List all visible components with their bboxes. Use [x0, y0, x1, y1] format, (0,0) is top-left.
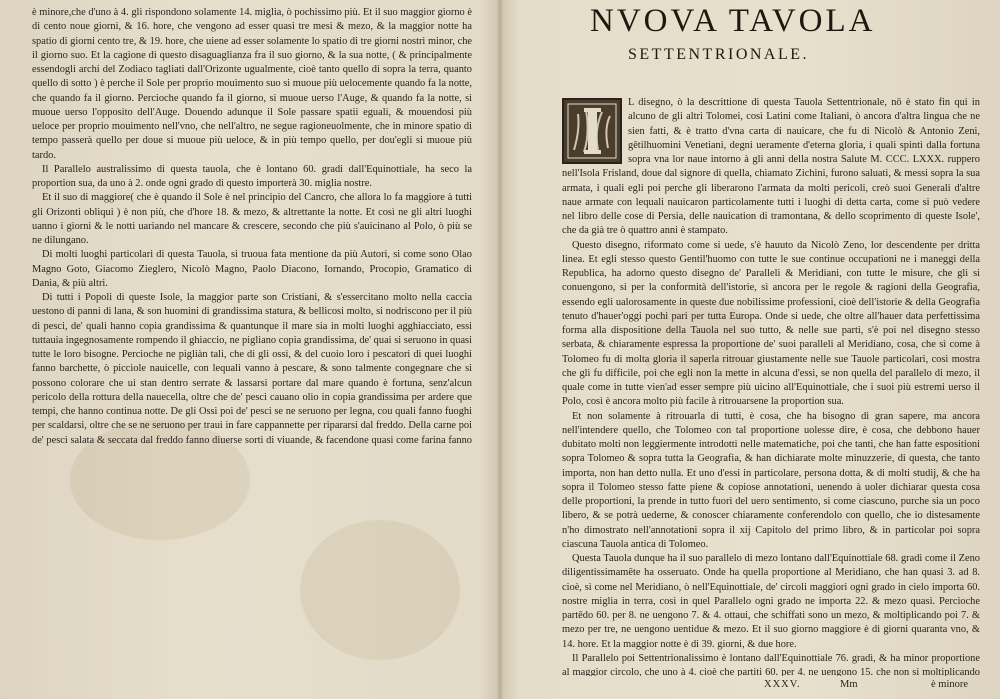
page-subtitle: SETTENTRIONALE.: [628, 46, 810, 63]
left-page-text: [32, 6, 472, 446]
right-paragraph: Questo disegno, riformato come si uede, s'è hauuto da Nicolò Zeno, lor descendente per dritta linea. Et egli stesso questo Gentil'huomo con tutte le sue continue occupationi ne i maneggi della Republica, ha adorno questo disegno de' Paralleli & Meridiani, con tutte le misure, che gli si conuengono, si per la conformità dell'istorie, sì ancora per le regole & ragioni della Geografia, essendo egli ualorosamente in queste due nobilissime professioni, cioè dell'istorie & della Geografia tenuto d'hauer'oggi pochi pari per tutta Europa. Onde si uede, che oltre all'hauer data perfettissima forma alla dispositione della Tauola nel suo tutto, & nelle sue parti, s'è poi nel disegno stesso serbata, & chiaramente espressa la proportione de' suoi paralleli al Meridiano, cosa, che sì come à Tolomeo fu di molta gloria il saperla ritrouar giustamente nelle sue Tauole particolari, così mostra che gli fu difficile, poi che egli non la mette in alcuna d'essi, se non quella del parallelo di mezo, il quale come in tutte vien'ad esser sempre più uicino all'Equinottiale, che i suoi più estremi uerso il Polo, così è ancora molto più facile à ritrouarsene la proportion sua.: [562, 239, 980, 408]
left-paragraph: è minore,che d'uno à 4. gli rispondono solamente 14. miglia, ò pochissimo più. Et il suo maggior giorno è di cento noue giorni, & 16. hore, che vengono ad esser quasi tre mesi & mezo, & la maggior notte ha spatio di giorni cento tre, & 19. hore, che uiene ad esser solamente lo spatio di tre giorni nostri minor, che il giorno suo. Et la cagione di questo disaguaglianza fra il suo giorno, & la sua notte, ( & principalmente essendogli archi del Zodiaco tagliati dall'Orizonte ugualmente, cioè tanto quello di sopra la terra, quanto quello di sotto ) è perche il Sole per proprio mouimento suo si muoue più uelocemente quando fa la notte, che quando fa il giorno. Percioche quando fa il giorno, si muoue uerso l'Auge, & quando fa la notte, si muoue uerso l'opposito dell'Auge. Douendo adunque il Sole passare spatii eguali, & mouendosi più ueloce per proprio mouimento nell'vno, che nell'altro, ne segue ragioneuolmente, che in minore spatio di tempo passerà quello per doue si muoue più ueloce, & in più tempo quello, per dou'egli si muoue più tardo.: [32, 7, 472, 161]
signature-number: XXXV.: [764, 679, 801, 690]
right-paragraph: Et non solamente à ritrouarla di tutti, è cosa, che ha bisogno di gran sapere, ma ancora nell'intendere quello, che Tolomeo con tal proportione uolesse dire, è cosa, che debbono hauer dubitato molti non leggiermente introdotti nelle matematiche, poi che tanti, che han fatte espositioni sopra Tolomeo & sopra tutta la Geografia, & han dichiarate molte minuzzerie, di questa, che tanto importa, non han detto nulla. Et uno d'essi in particolare, persona dotta, & di molti studij, & che ha sopra il Tolomeo stesso fatte piene & copiose annotationi, uenendo à uoler dichiarar questa cosa delle proportioni, la prende in tutto fuori del uero sentimento, si come ciascuno, purche sia un poco libero, & se potrà uederne, & conoscer chiaramente conferendolo con quello, che io distesamente n'ho dimostrato nell'annotationi sopra il xij Capitolo del primo libro, & in particolar poi sopra ciascuna Tauola antica di Tolomeo.: [562, 410, 980, 550]
page-title: NVOVA TAVOLA: [590, 3, 876, 39]
signature-mark: Mm: [840, 679, 858, 690]
right-paragraph: Questa Tauola dunque ha il suo parallelo di mezo lontano dall'Equinottiale 68. gradi come il Zeno diligentissimamēte ha osseruato. Onde ha quella proportione al Meridiano, che han quasi 3. ad 8. cioè, sì come nel Meridiano, ò nell'Equinottiale, de' circoli maggiori ogni grado in cielo importa 60. nostre miglia in terra, così in quel Parallelo ogni grado ne importa 22. & mezo quasi. Percioche partēdo 60. per 8. ne uengono 7. & 4. ottaui, che schiffati sono un mezo, & moltiplicando poi 7. & mezo per tre, ne uengono uentidue & mezo. Et il suo giorno maggiore è di giorni quaranta vno, & 14. hore. Et la maggior notte è di 39. giorni, & due hore.: [562, 553, 980, 650]
right-paragraph: L disegno, ò la descrittione di questa Tauola Settentrionale, nō è stato fin qui in alcuno de gli altri Tolomei, così Latini come Italiani, ò ancora d'altra lingua che ne sien fatti, & è tratto d'vna carta di nauicare, che fu di Nicolò & Antonio Zeni, gētilhuomini Venetiani, degni ueramente d'eterna gloria, i quali spinti dalla fortuna sopra vna lor naue intorno à gli anni della nostra Salute M. CCC. LXXX. ruppero nell'Isola Frisland, doue dal signore di quella, chiamato Zichini, furono saluati, & messi sopra la sua armata, i quali egli poi perche gli liberarono l'armata da molti pericoli, creò suoi Generali d'altre naue armate con lequali nauicaron particolamente tutti i luoghi di detta carta, come si può vedere nel libro delle cose di Persia, delle nauication di tramontana, & dello scoprimento di queste Isole', che da già tre ò quattro anni è stampato.: [562, 97, 980, 237]
decorated-initial-icon: [562, 98, 622, 164]
water-stain: [300, 520, 460, 660]
catchword: è minore: [931, 679, 969, 690]
right-paragraph-intro: [562, 96, 980, 239]
page-fold: [497, 0, 503, 699]
right-paragraph: Il Parallelo poi Settentrionalissimo è lontano dall'Equinottiale 76. gradi, & ha minor proportione al maggior circolo, che uno à 4. cioè che partiti 60. per 4. ne uengono 15. che non si moltiplicando: [562, 652, 980, 676]
left-paragraph: Et il suo di maggiore( che è quando il Sole è nel principio del Cancro, che allora lo fa maggiore à tutti gli Orizonti obliqui ) è non più, che d'hore 18. & mezo, & altrettante la notte. Et così ne gli altri luoghi uanno i giorni & le notti uariando nel mancare & crescere, secondo che più s'auicinano al Polo, ò più se ne dilungano.: [32, 192, 472, 246]
left-paragraph: Di tutti i Popoli di queste Isole, la maggior parte son Cristiani, & s'essercitano molto nella caccia uestono di panni di lana, & son huomini di grandissima statura, & bellicosi molto, si nodriscono per il più di pesci, de' quali hanno copia grandissima & quantunque il mare sia in molti luoghi agghiacciato, essi tuttauia ingegnosamente rompendo il ghiaccio, ne pigliano copia grandissima, de' quai si seruono in quasi tutte le loro bisogne. Percioche ne pigliàn tali, che di gli ossi, & del cuoio loro i pescatori di quei luoghi fanno barchette, ò picciole nauicelle, con lequali vanno à pescare, & sono talmente congegnare che si possono colorare che ui stan dentro serrate & lassarsi portare dal mare quando è fortuna, senz'alcun pericolo della rottura della nauecella, oltre che de' pesci cauano olio in copia grandissima per ardere que tempi, che hanno continua notte. De gli Ossi poi de' pesci se ne seruono per legna, cou quali fanno fuoghi per scaldarsi, oltre che se ne seruono per traui in fare cappannette per ripararsi dal freddo. Della carne poi de' pesci salata & seccata dal freddo fanno diuerse sorti di viuande, & facendone quasi come farina fanno: [32, 292, 472, 446]
left-paragraph: Il Parallelo australissimo di questa tauola, che è lontano 60. gradi dall'Equinottiale, ha seco la proportion sua, da uno à 2. onde ogni grado di questo importerà 30. miglia nostre.: [32, 163, 472, 189]
left-paragraph: Di molti luoghi particolari di questa Tauola, si truoua fata mentione da più Autori, si come sono Olao Magno Goto, Giacomo Zieglero, Nicolò Magno, Paolo Diacono, Iornando, Procopio, Gramatico di Dania, & più altri.: [32, 249, 472, 289]
right-page-text: [562, 96, 980, 676]
